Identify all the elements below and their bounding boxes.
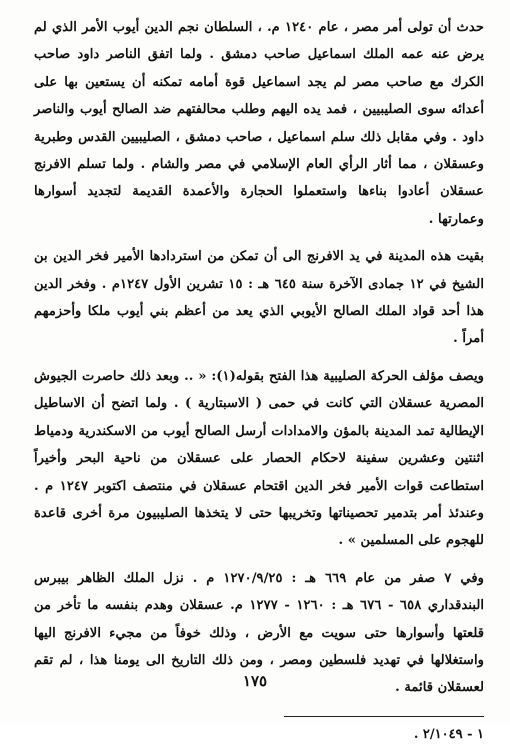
paragraph-3: ويصف مؤلف الحركة الصليبية هذا الفتح بقوله(١): « .. وبعد ذلك حاصرت الجيوش المصرية عسقلان التي كانت في حمى ( الاسبتارية ) . ولما اتضح أن الاساطيل الإيطالية تمد المدينة بالمؤن والامدادات أرسل الصالح أيوب من الاسكندرية ودمياط اثنتين وعشرين سفينة لاحكام الحصار على عسقلان من ناحية البحر وأخيراً استطاعت قوات الأمير فخر الدين اقتحام عسقلان في منتصف اكتوبر ١٢٤٧ م . وعندئذ أمر بتدمير تحصيناتها وتخريبها حتى لا يتخذها الصليبيون مرة أخرى قاعدة للهجوم على المسلمين » . bbox=[34, 368, 484, 549]
footnote-divider bbox=[284, 716, 484, 717]
paragraph-2: بقيت هذه المدينة في يد الافرنج الى أن تمكن من استردادها الأمير فخر الدين بن الشيخ في ١٢ جمادى الآخرة سنة ٦٤٥ هـ : ١٥ تشرين الأول ١٢٤٧م . وفخر الدين هذا أحد قواد الملك الصالح الأيوبي الذي يعد من أعظم بني أيوب ملكا وأحزمهم أمراً . bbox=[34, 249, 484, 347]
paragraph-4: وفي ٧ صفر من عام ٦٦٩ هـ : ١٢٧٠/٩/٢٥ م . نزل الملك الظاهر بيبرس البندقداري ٦٥٨ - ٦٧٦ هـ : ١٢٦٠ - ١٢٧٧ م. عسقلان وهدم بنفسه ما تأخر من قلعتها وأسوارها حتى سويت مع الأرض ، وذلك خوفاً من مجيء الافرنج اليها واستغلالها في تهديد فلسطين ومصر ، ومن ذلك التاريخ الى يومنا هذا ، لم تقم لعسقلان قائمة . bbox=[34, 570, 485, 696]
page-number: ١٧٥ bbox=[242, 672, 268, 690]
footnote: ١ - ٢/١٠٤٩ . bbox=[413, 726, 484, 742]
paragraph-1: حدث أن تولى أمر مصر ، عام ١٢٤٠ م. ، السلطان نجم الدين أيوب الأمر الذي لم يرض عنه عمه الملك اسماعيل صاحب دمشق . ولما اتفق الناصر داود صاحب الكرك مع صاحب مصر لم يجد اسماعيل قوة أمامه تمكنه أن يستعين بها على أعدائه سوى الصليبيين ، فمد يده اليهم وطلب محالفتهم ضد الصالح أيوب والناصر داود . وفي مقابل ذلك سلم اسماعيل ، صاحب دمشق ، الصليبيين القدس وطبرية وعسقلان ، مما أثار الرأي العام الإسلامي في مصر والشام . ولما تسلم الافرنج عسقلان أعادوا بناءها واستعملوا الحجارة والأعمدة القديمة لتجديد أسوارها وعمارتها . bbox=[34, 20, 485, 227]
